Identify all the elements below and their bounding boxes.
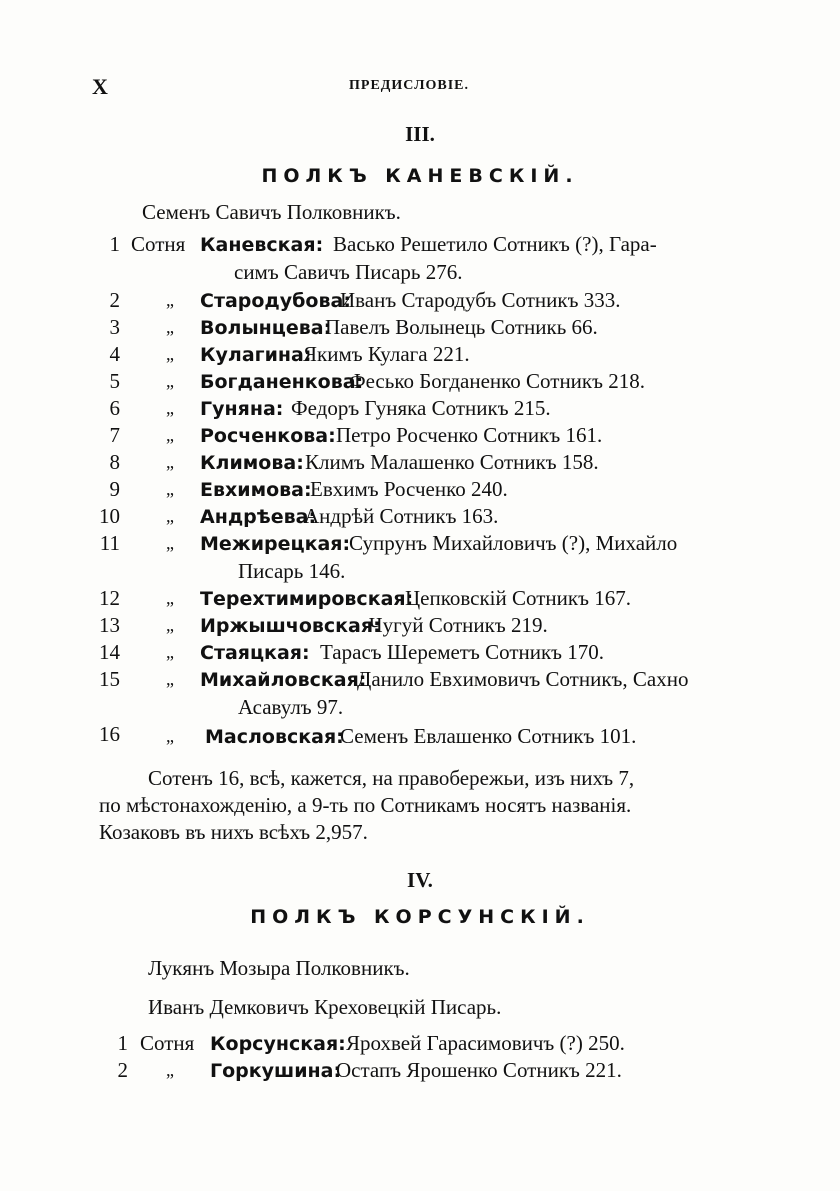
sotnia-name: Иржышчовская: <box>200 615 381 637</box>
row-continuation: симъ Савичъ Писарь 276. <box>234 260 463 284</box>
ditto-mark: „ <box>166 615 174 635</box>
ditto-mark: „ <box>166 588 174 608</box>
running-title: ПРЕДИСЛОВІЕ. <box>349 78 470 93</box>
ditto-mark: „ <box>166 344 174 364</box>
row-number: 2 <box>109 288 120 312</box>
row-number: 16 <box>99 722 120 746</box>
sotnia-name: Волынцева: <box>200 317 332 339</box>
ditto-mark: „ <box>166 317 174 337</box>
page-number: X <box>92 74 108 99</box>
row-prefix: Сотня <box>131 232 186 256</box>
sotnia-name: Михайловская: <box>200 669 367 691</box>
row-text: Тарасъ Шереметъ Сотникъ 170. <box>320 640 605 664</box>
ditto-mark: „ <box>166 371 174 391</box>
sotnia-name: Росченкова: <box>200 425 336 447</box>
ditto-mark: „ <box>166 452 174 472</box>
row-number: 14 <box>99 640 120 664</box>
row-number: 11 <box>99 531 120 555</box>
row-text: Данило Евхимовичъ Сотникъ, Сахно <box>357 667 689 691</box>
row-text: Фесько Богданенко Сотникъ 218. <box>349 369 645 393</box>
row-number: 13 <box>99 613 120 637</box>
sotnia-name: Кулагина: <box>200 344 312 366</box>
row-prefix: Сотня <box>140 1031 195 1055</box>
row-text: Якимъ Кулага 221. <box>303 342 470 366</box>
row-number: 2 <box>117 1058 128 1082</box>
row-continuation: Писарь 146. <box>238 559 346 583</box>
row-text: Петро Росченко Сотникъ 161. <box>336 423 603 447</box>
row-text: Чугуй Сотникъ 219. <box>369 613 548 637</box>
row-number: 10 <box>99 504 120 528</box>
ditto-mark: „ <box>166 479 174 499</box>
row-text: Васько Решетило Сотникъ (?), Гара- <box>333 232 657 256</box>
row-text: Климъ Малашенко Сотникъ 158. <box>305 450 599 474</box>
sotnia-name: Каневская: <box>200 234 324 256</box>
ditto-mark: „ <box>166 669 174 689</box>
row-number: 1 <box>109 232 120 256</box>
sotnia-name: Андрѣева: <box>200 506 317 528</box>
row-number: 9 <box>109 477 120 501</box>
ditto-mark: „ <box>166 290 174 310</box>
ditto-mark: „ <box>166 533 174 553</box>
row-text: Иванъ Стародубъ Сотникъ 333. <box>340 288 621 312</box>
summary-line-2: по мѣстонахожденію, а 9-ть по Сотникамъ носятъ названія. <box>99 793 632 817</box>
sotnia-name: Масловская: <box>205 726 344 748</box>
ditto-mark: „ <box>166 425 174 445</box>
sotnia-name: Терехтимировская: <box>200 588 414 610</box>
ditto-mark: „ <box>166 726 174 746</box>
colonel-line-4: Лукянъ Мозыра Полковникъ. <box>148 956 410 980</box>
row-text: Евхимъ Росченко 240. <box>310 477 508 501</box>
row-text: Федоръ Гуняка Сотникъ 215. <box>291 396 551 420</box>
row-text: Ярохвей Гарасимовичъ (?) 250. <box>346 1031 625 1055</box>
row-number: 6 <box>109 396 120 420</box>
sotnia-name: Евхимова: <box>200 479 312 501</box>
sotnia-name: Стародубова: <box>200 290 351 312</box>
ditto-mark: „ <box>166 642 174 662</box>
section-title-4: ПОЛКЪ КОРСУНСКІЙ. <box>250 906 590 928</box>
clerk-line-4: Иванъ Демковичъ Креховецкій Писарь. <box>148 995 502 1019</box>
row-text: Павелъ Волынець Сотникь 66. <box>325 315 598 339</box>
row-number: 1 <box>117 1031 128 1055</box>
row-number: 7 <box>109 423 120 447</box>
summary-line-3: Козаковъ въ нихъ всѣхъ 2,957. <box>99 820 368 844</box>
row-continuation: Асавулъ 97. <box>238 695 344 719</box>
sotnia-name: Корсунская: <box>210 1033 346 1055</box>
summary-line-1: Сотенъ 16, всѣ, кажется, на правобережьи, изъ нихъ 7, <box>148 766 635 790</box>
section-numeral-3: III. <box>405 122 435 146</box>
row-number: 5 <box>109 369 120 393</box>
row-number: 3 <box>109 315 120 339</box>
section-numeral-4: IV. <box>407 868 433 892</box>
sotnia-name: Климова: <box>200 452 304 474</box>
sotnia-name: Богданенкова: <box>200 371 364 393</box>
row-text: Супрунъ Михайловичъ (?), Михайло <box>349 531 678 555</box>
row-text: Семенъ Евлашенко Сотникъ 101. <box>340 724 637 748</box>
sotnia-name: Межирецкая: <box>200 533 351 555</box>
row-text: Андрѣй Сотникъ 163. <box>304 504 499 528</box>
row-number: 12 <box>99 586 120 610</box>
ditto-mark: „ <box>166 1060 174 1080</box>
row-text: Остапъ Ярошенко Сотникъ 221. <box>336 1058 622 1082</box>
sotnia-name: Гуняна: <box>200 398 284 420</box>
ditto-mark: „ <box>166 398 174 418</box>
row-number: 4 <box>109 342 120 366</box>
ditto-mark: „ <box>166 506 174 526</box>
sotnia-name: Стаяцкая: <box>200 642 310 664</box>
sotnia-name: Горкушина: <box>210 1060 342 1082</box>
row-number: 15 <box>99 667 120 691</box>
section-title-3: ПОЛКЪ КАНЕВСКІЙ. <box>261 165 579 187</box>
colonel-line-3: Семенъ Савичъ Полковникъ. <box>142 200 401 224</box>
row-text: Цепковскій Сотникъ 167. <box>405 586 631 610</box>
row-number: 8 <box>109 450 120 474</box>
